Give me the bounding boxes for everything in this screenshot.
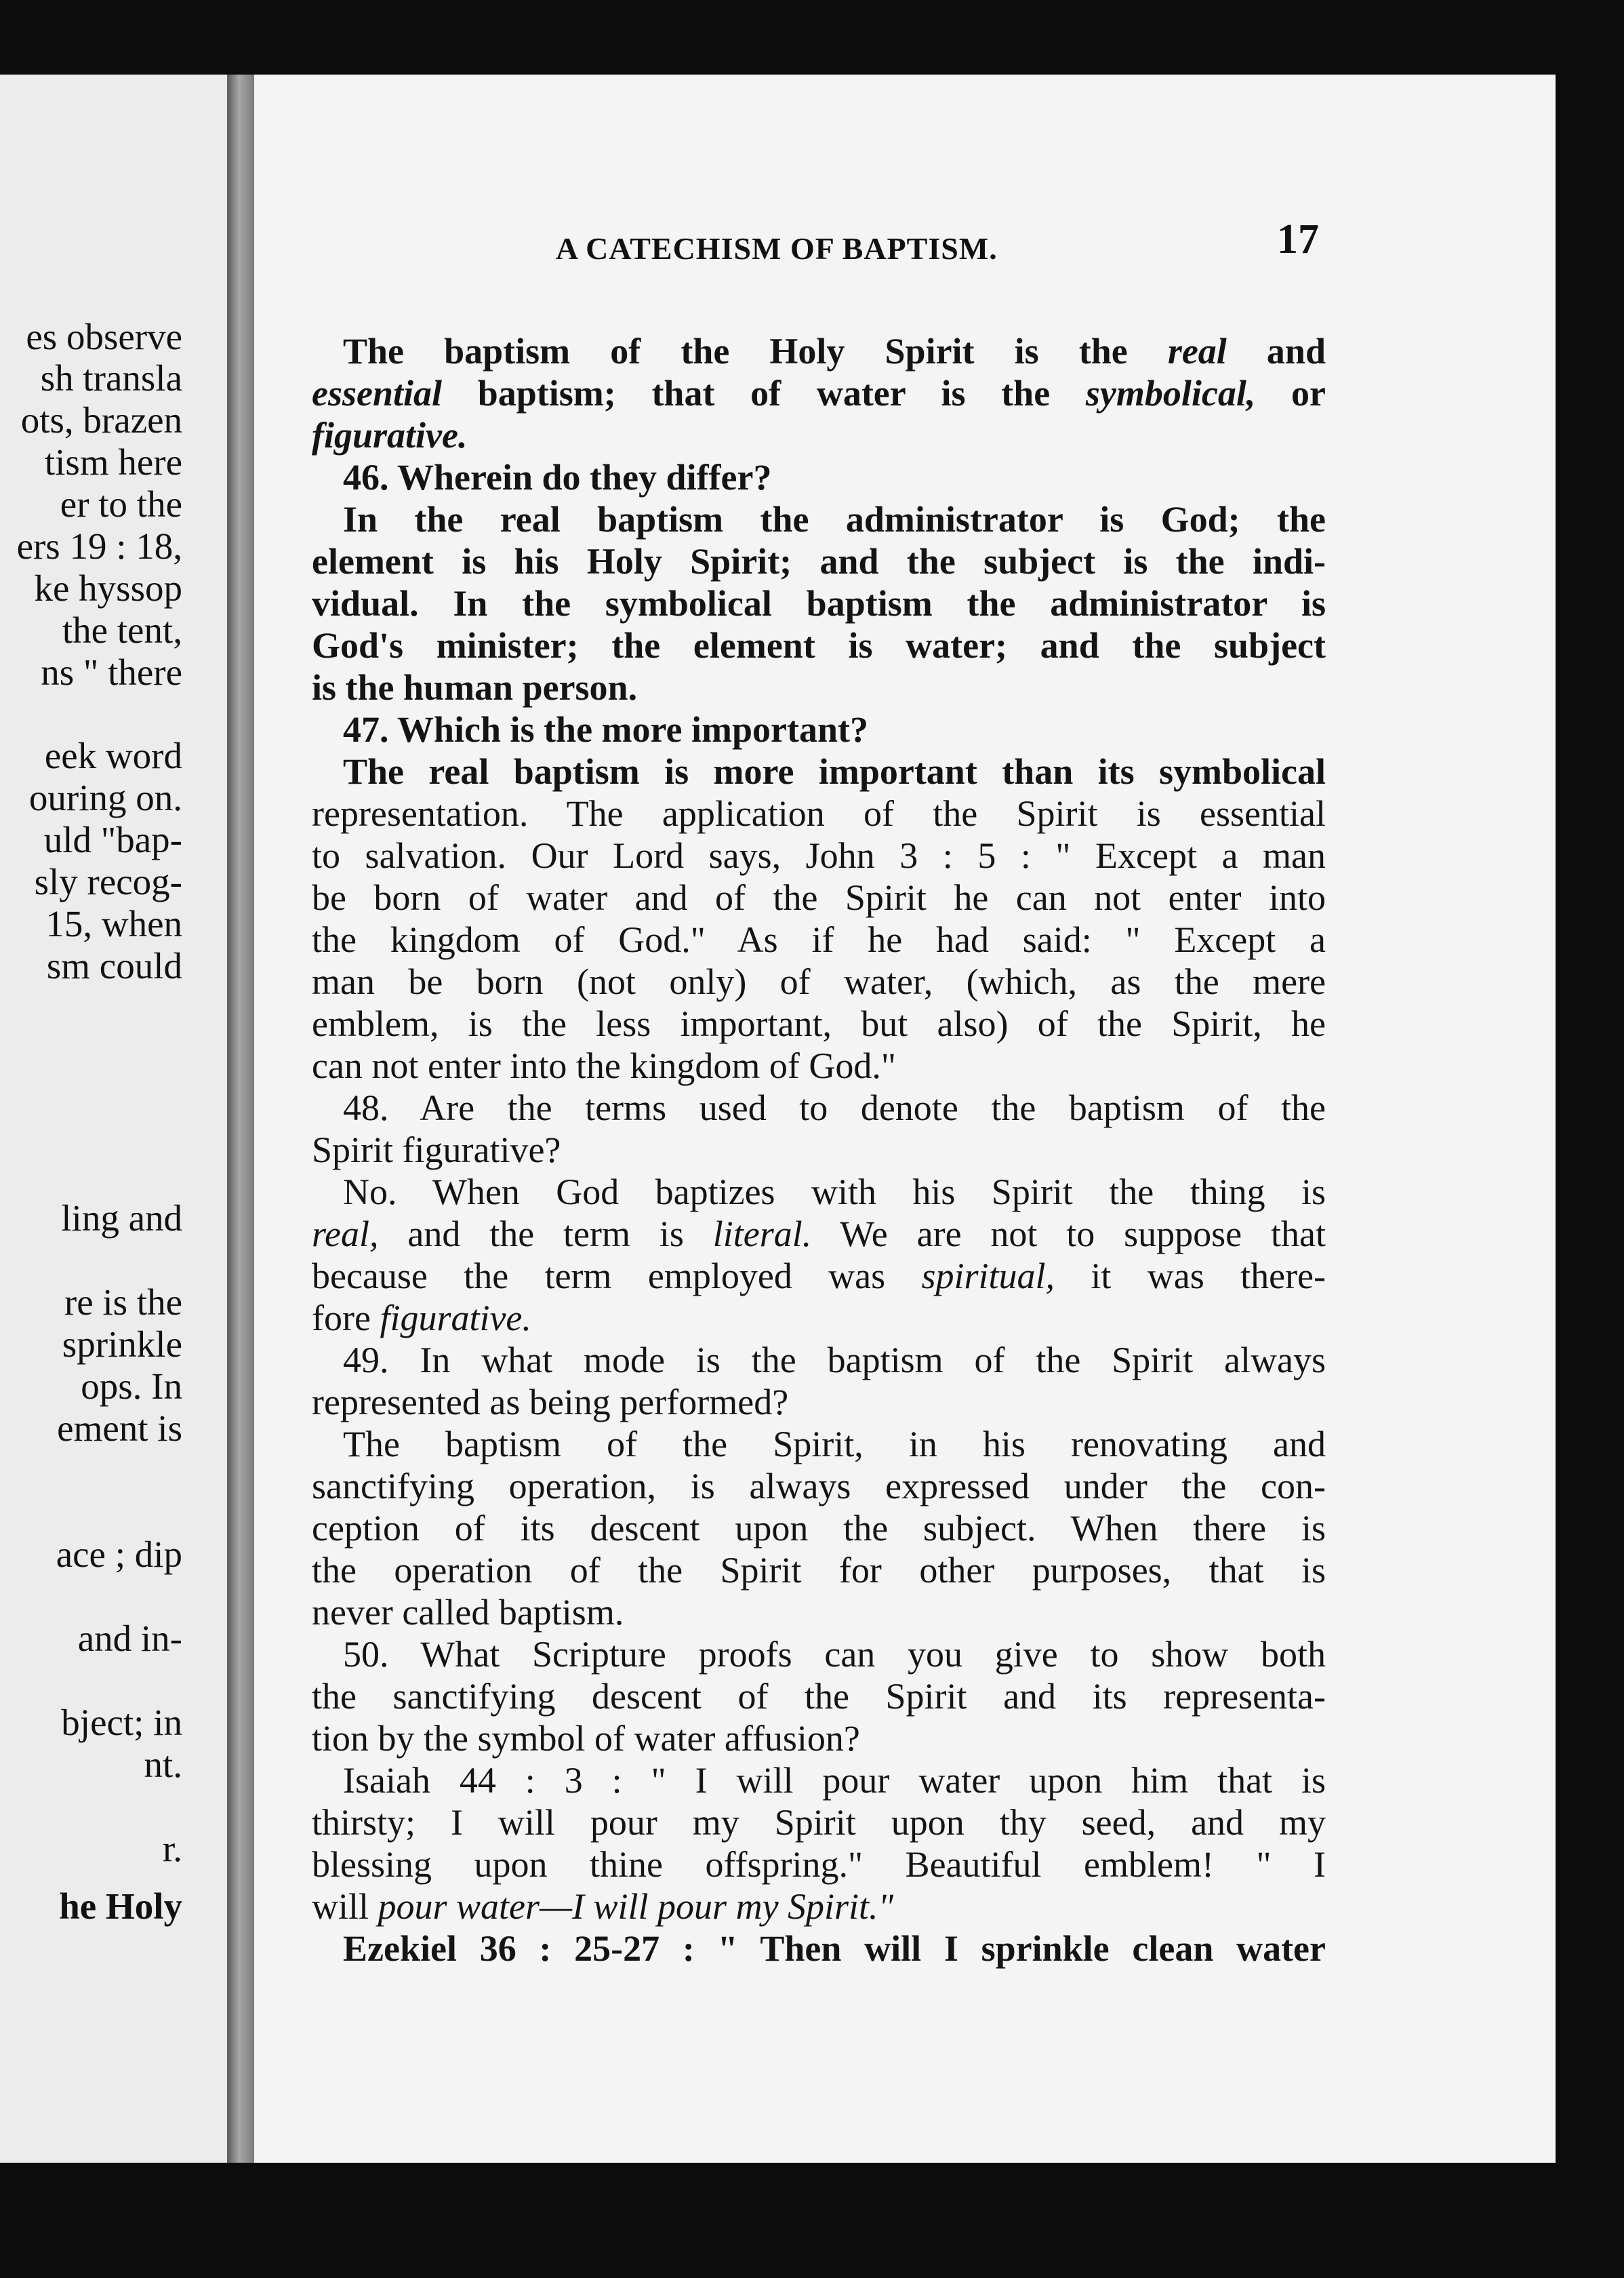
book-gutter (227, 75, 254, 2163)
text-line: God's minister; the element is water; and the subject (312, 625, 1326, 666)
text-line: fore figurative. (312, 1298, 531, 1338)
text-line: never called baptism. (312, 1592, 624, 1633)
text-line: representation. The application of the Spirit is essential (312, 793, 1326, 834)
left-page-line: uld "bap- (43, 819, 182, 860)
left-page-line: ers 19 : 18, (16, 525, 182, 567)
left-page-line: sly recog- (34, 861, 182, 902)
left-page-line: tism here (44, 441, 182, 483)
left-page-line: he Holy (59, 1885, 182, 1927)
text-line: In the real baptism the administrator is God; the (343, 499, 1326, 540)
question-48: 48. Are the terms used to denote the baptism of the (343, 1087, 1326, 1128)
left-page-line: er to the (60, 483, 182, 525)
text-line: man be born (not only) of water, (which, as the mere (312, 961, 1326, 1002)
left-page-line: nt. (144, 1744, 182, 1785)
left-page-line: ouring on. (28, 777, 182, 818)
page-number: 17 (1277, 216, 1319, 262)
left-page-line: es observe (26, 316, 182, 357)
left-page-line: ops. In (81, 1365, 182, 1407)
left-page-line: sprinkle (62, 1323, 182, 1365)
text-line: be born of water and of the Spirit he can not enter into (312, 877, 1326, 918)
text-line: can not enter into the kingdom of God." (312, 1045, 896, 1086)
left-page-line: ns " there (41, 652, 182, 693)
text-line: blessing upon thine offspring." Beautiful emblem! " I (312, 1844, 1326, 1885)
left-page-line: ace ; dip (56, 1534, 182, 1575)
text-line: is the human person. (312, 667, 638, 708)
left-page-line: 15, when (45, 903, 182, 944)
left-page-line: and in- (77, 1618, 182, 1659)
text-line: represented as being performed? (312, 1382, 789, 1422)
left-page-line: ots, brazen (20, 399, 182, 441)
left-page-line: eek word (44, 735, 182, 776)
text-line: ception of its descent upon the subject. When there is (312, 1508, 1326, 1548)
text-line: vidual. In the symbolical baptism the administrator is (312, 583, 1326, 624)
text-line: Ezekiel 36 : 25-27 : " Then will I sprinkle clean water (343, 1928, 1326, 1969)
scanner-right-border (1556, 71, 1624, 2166)
running-head: A CATECHISM OF BAPTISM. (556, 231, 998, 266)
question-49: 49. In what mode is the baptism of the Spirit always (343, 1340, 1326, 1380)
text-line: Isaiah 44 : 3 : " I will pour water upon him that is (343, 1760, 1326, 1801)
text-line: emblem, is the less important, but also) of the Spirit, he (312, 1003, 1326, 1044)
question-50: 50. What Scripture proofs can you give to show both (343, 1634, 1326, 1675)
text-line: thirsty; I will pour my Spirit upon thy seed, and my (312, 1802, 1326, 1843)
left-page-line: ling and (61, 1197, 182, 1239)
text-line: tion by the symbol of water affusion? (312, 1718, 860, 1759)
left-page-line: the tent, (62, 610, 182, 651)
left-page-line: r. (162, 1828, 182, 1869)
text-line: The real baptism is more important than its symbolical (343, 751, 1326, 792)
text-line: the operation of the Spirit for other purposes, that is (312, 1550, 1326, 1591)
left-page-line: sm could (46, 945, 182, 986)
text-line: figurative. (312, 415, 468, 456)
left-page-line: sh transla (40, 357, 182, 399)
left-page-fragment (0, 75, 227, 2163)
text-line: will pour water—I will pour my Spirit." (312, 1886, 894, 1927)
scanner-bottom-border (0, 2156, 1624, 2278)
question-47: 47. Which is the more important? (343, 709, 868, 750)
question-46: 46. Wherein do they differ? (343, 457, 772, 498)
text-line: because the term employed was spiritual, it was there- (312, 1256, 1326, 1296)
text-line: No. When God baptizes with his Spirit the thing is (343, 1172, 1326, 1212)
left-page-line: bject; in (61, 1702, 182, 1743)
text-line: sanctifying operation, is always expressed under the con- (312, 1466, 1326, 1506)
text-line: The baptism of the Spirit, in his renovating and (343, 1424, 1326, 1464)
text-line: essential baptism; that of water is the symbolical, or (312, 373, 1326, 414)
left-page-line: ement is (57, 1407, 182, 1449)
left-page-line: ke hyssop (34, 567, 182, 609)
text-line: real, and the term is literal. We are not to suppose that (312, 1214, 1326, 1254)
text-line: The baptism of the Holy Spirit is the real and (343, 331, 1326, 372)
text-line: element is his Holy Spirit; and the subject is the indi- (312, 541, 1326, 582)
text-line: the kingdom of God." As if he had said: " Except a (312, 919, 1326, 960)
text-line: Spirit figurative? (312, 1130, 561, 1170)
text-line: to salvation. Our Lord says, John 3 : 5 : " Except a man (312, 835, 1326, 876)
left-page-line: re is the (64, 1281, 182, 1323)
text-line: the sanctifying descent of the Spirit and its representa- (312, 1676, 1326, 1717)
scanner-top-border (0, 0, 1624, 81)
